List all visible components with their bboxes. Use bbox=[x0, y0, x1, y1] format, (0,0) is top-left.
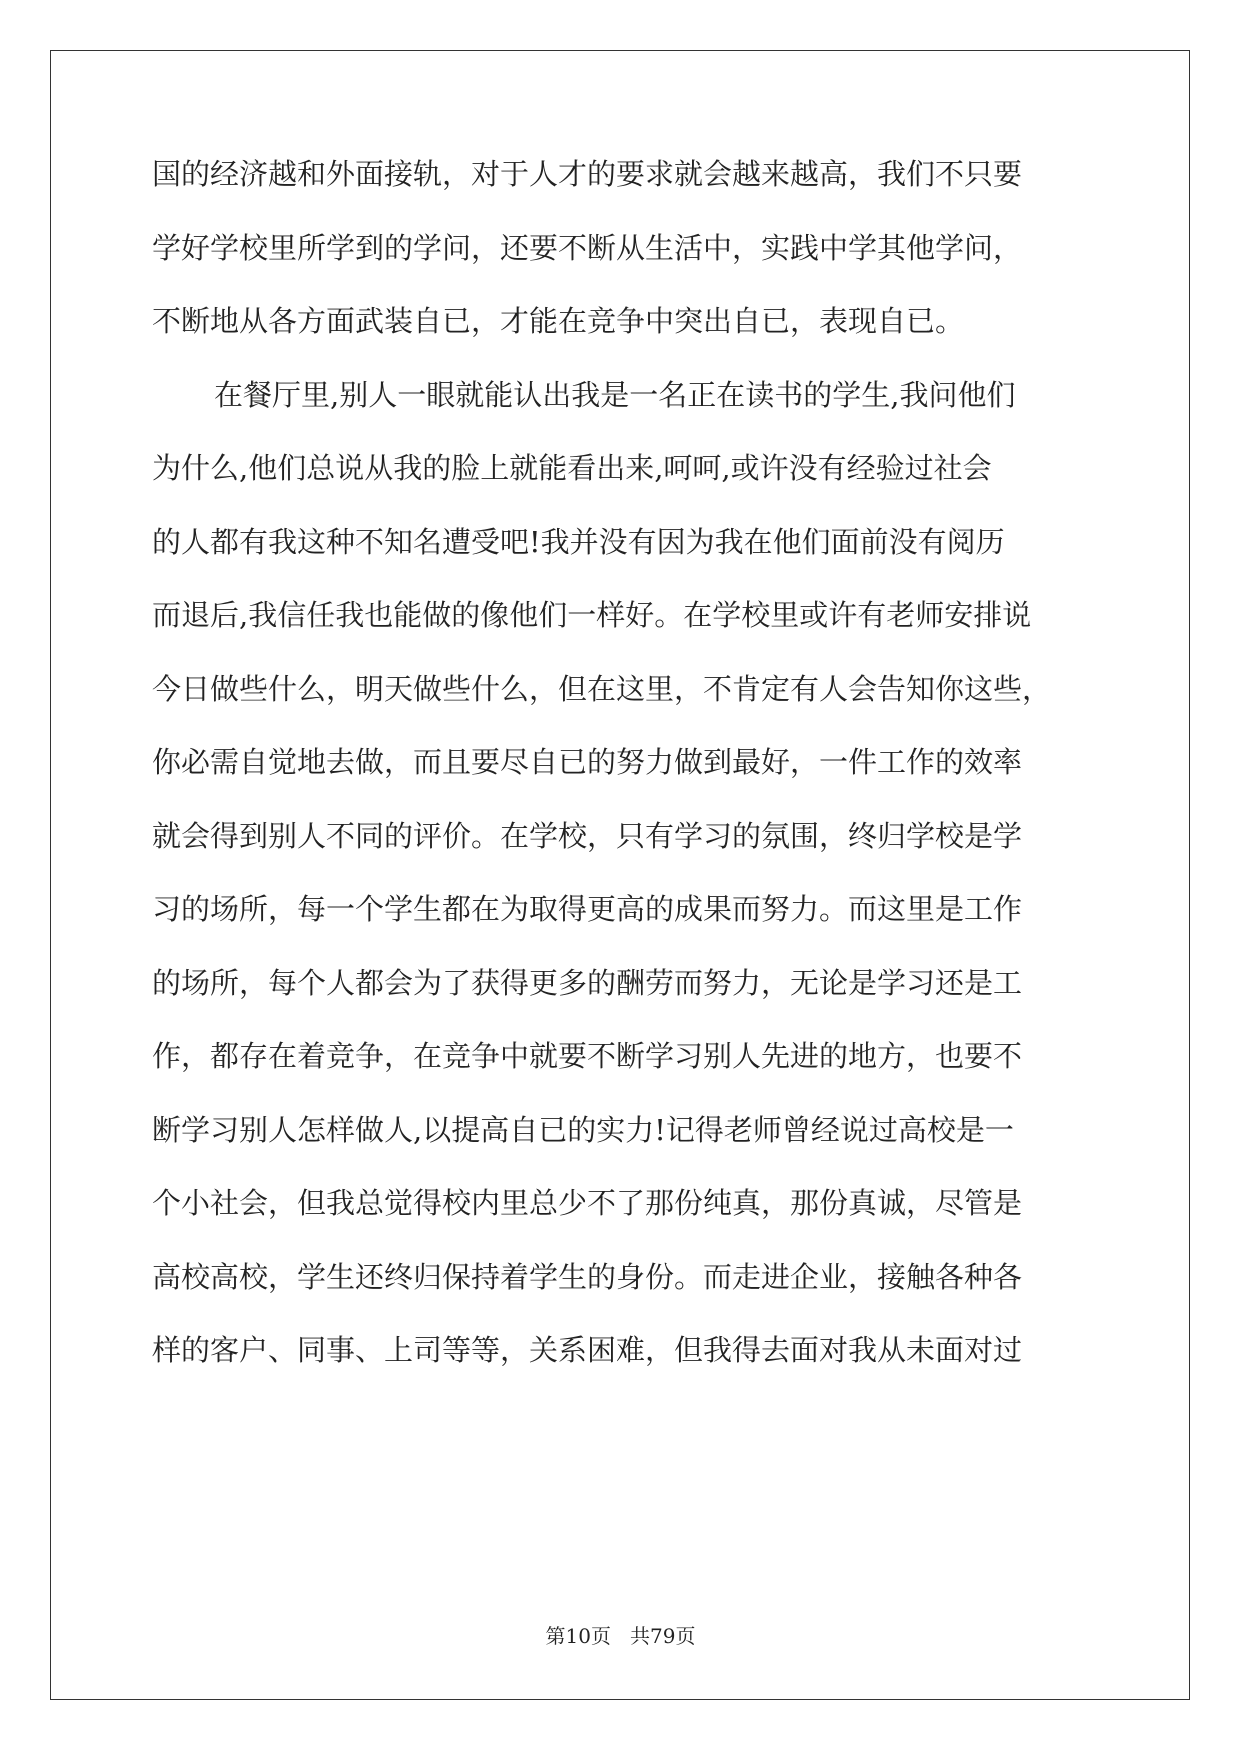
paragraph-line-text: 国的经济越和外面接轨，对于人才的要求就会越来越高，我们不只要 bbox=[152, 157, 1023, 191]
paragraph-line-text: 样的客户、同事、上司等等，关系困难，但我得去面对我从未面对过 bbox=[152, 1333, 1023, 1367]
paragraph-line-text: 而退后,我信任我也能做的像他们一样好。在学校里或许有老师安排说 bbox=[152, 598, 1032, 632]
paragraph-line-text: 你必需自觉地去做，而且要尽自已的努力做到最好，一件工作的效率 bbox=[152, 745, 1023, 779]
paragraph-line-text: 个小社会，但我总觉得校内里总少不了那份纯真，那份真诚，尽管是 bbox=[152, 1186, 1023, 1220]
paragraph-line-text: 断学习别人怎样做人,以提高自已的实力!记得老师曾经说过高校是一 bbox=[152, 1112, 1014, 1147]
paragraph-line-text: 不断地从各方面武装自已，才能在竞争中突出自已，表现自已。 bbox=[152, 304, 965, 338]
page-border bbox=[50, 50, 1190, 1700]
page-number-footer: 第10页 共79页 bbox=[545, 1624, 696, 1648]
paragraph-line-text: 作，都存在着竞争，在竞争中就要不断学习别人先进的地方，也要不 bbox=[152, 1039, 1023, 1073]
paragraph-line-text: 学好学校里所学到的学问，还要不断从生活中，实践中学其他学问， bbox=[152, 230, 1023, 265]
paragraph-line-text: 为什么,他们总说从我的脸上就能看出来,呵呵,或许没有经验过社会 bbox=[152, 451, 992, 485]
paragraph-line-text: 在餐厅里,别人一眼就能认出我是一名正在读书的学生,我问他们 bbox=[214, 377, 1016, 412]
paragraph-line-text: 就会得到别人不同的评价。在学校，只有学习的氛围，终归学校是学 bbox=[152, 818, 1023, 853]
paragraph-line-text: 的人都有我这种不知名遭受吧!我并没有因为我在他们面前没有阅历 bbox=[152, 524, 1005, 559]
paragraph-line-text: 习的场所，每一个学生都在为取得更高的成果而努力。而这里是工作 bbox=[152, 892, 1023, 926]
paragraph-line-text: 今日做些什么，明天做些什么，但在这里，不肯定有人会告知你这些， bbox=[152, 671, 1052, 706]
paragraph-line-text: 的场所，每个人都会为了获得更多的酬劳而努力，无论是学习还是工 bbox=[152, 965, 1023, 1000]
paragraph-line-text: 高校高校，学生还终归保持着学生的身份。而走进企业，接触各种各 bbox=[152, 1259, 1023, 1294]
